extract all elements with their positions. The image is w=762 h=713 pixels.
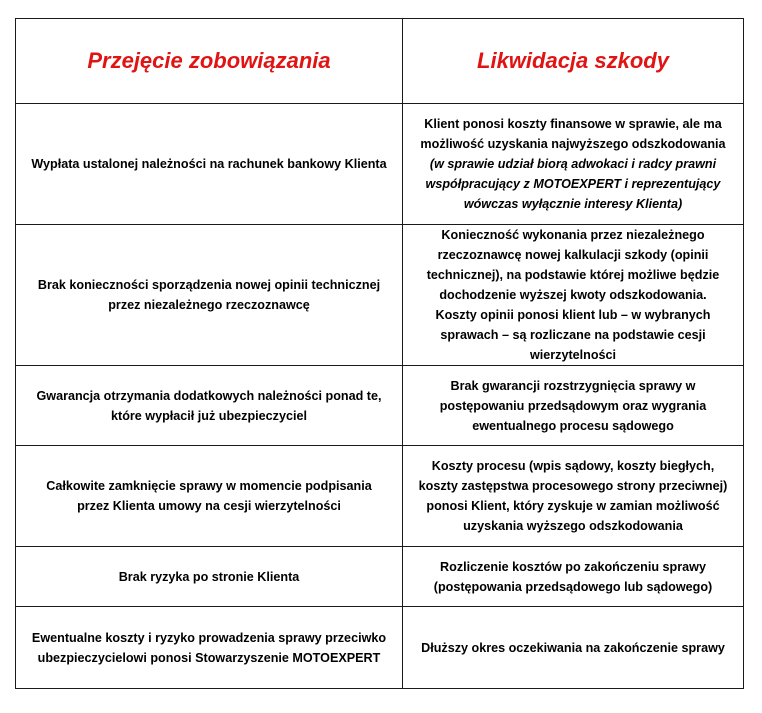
row-3-left (16, 366, 403, 446)
row-2-right (403, 225, 744, 366)
row-4-right-text: Koszty procesu (wpis sądowy, koszty biegłych, koszty zastępstwa procesowego strony przeciwnej) ponosi Klient, który zyskuje w zamian możliwość uzyskania wyższego odszkodowania (418, 459, 728, 533)
row-3-right-text: Brak gwarancji rozstrzygnięcia sprawy w postępowaniu przedsądowym oraz wygrania ewentualnego procesu sądowego (439, 378, 707, 433)
row-1-right-text: Klient ponosi koszty finansowe w sprawie, ale ma możliwość uzyskania najwyższego odszkodowania (420, 117, 726, 151)
row-2-left-text: Brak konieczności sporządzenia nowej opinii technicznej przez niezależnego rzeczoznawcę (37, 278, 381, 312)
row-1-left (16, 104, 403, 225)
row-4-left-text: Całkowite zamknięcie sprawy w momencie podpisania przez Klienta umowy na cesji wierzytelności (46, 479, 372, 513)
row-5-left-text: Brak ryzyka po stronie Klienta (118, 569, 300, 584)
row-2-left (16, 225, 403, 366)
row-6-right (403, 607, 744, 689)
table-row (16, 104, 744, 225)
row-2-right-text: Konieczność wykonania przez niezależnego rzeczoznawcę nowej kalkulacji szkody (opinii technicznej), na podstawie której możliwe będzie dochodzenie wyższej kwoty odszkodowania. Koszty opinii ponosi klient lub – w wybranych sprawach – są rozliczane na podstawie cesji wierzytelności (426, 228, 720, 362)
header-right: Likwidacja szkody (403, 19, 744, 104)
table-row (16, 366, 744, 446)
table-row (16, 446, 744, 547)
table-row (16, 547, 744, 607)
row-6-left (16, 607, 403, 689)
row-4-right (403, 446, 744, 547)
row-1-right-italic-note: (w sprawie udział biorą adwokaci i radcy prawni współpracujący z MOTOEXPERT i reprezentujący wówczas wyłącznie interesy Klienta) (425, 157, 721, 211)
row-6-right-text: Dłuższy okres oczekiwania na zakończenie sprawy (421, 640, 725, 655)
header-left: Przejęcie zobowiązania (16, 19, 403, 104)
row-5-right-text: Rozliczenie kosztów po zakończeniu sprawy (postępowania przedsądowego lub sądowego) (433, 559, 713, 594)
row-1-left-text: Wypłata ustalonej należności na rachunek bankowy Klienta (31, 157, 387, 171)
table-row (16, 225, 744, 366)
row-4-left (16, 446, 403, 547)
row-3-right (403, 366, 744, 446)
row-5-left (16, 547, 403, 607)
table-row (16, 607, 744, 689)
table-header-row (16, 19, 744, 104)
row-5-right (403, 547, 744, 607)
row-6-left-text: Ewentualne koszty i ryzyko prowadzenia sprawy przeciwko ubezpieczycielowi ponosi Stowarzyszenie MOTOEXPERT (31, 630, 387, 665)
comparison-table (15, 18, 744, 689)
row-1-right (403, 104, 744, 225)
row-3-left-text: Gwarancja otrzymania dodatkowych należności ponad te, które wypłacił już ubezpieczyciel (36, 388, 382, 423)
